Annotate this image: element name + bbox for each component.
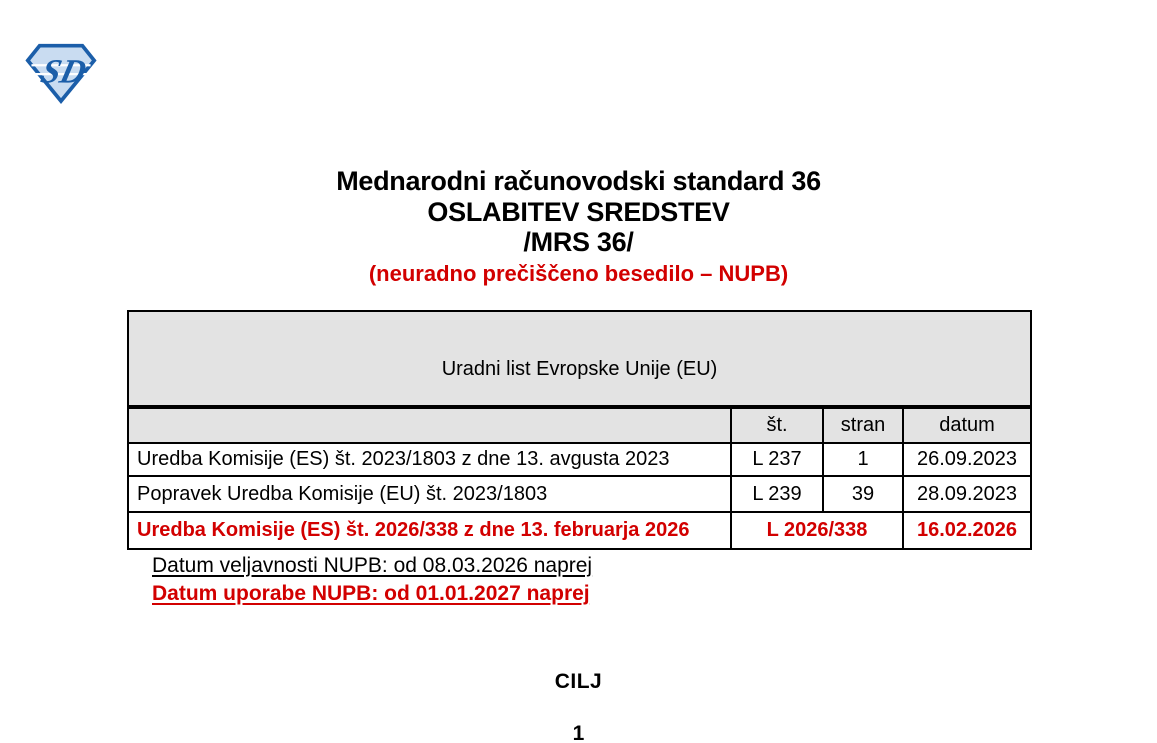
- row-st-cell: L 239: [731, 476, 823, 512]
- row-stran-cell: 1: [823, 443, 903, 476]
- title-block: [0, 166, 1157, 287]
- table-title-cell: Uradni list Evropske Unije (EU): [128, 311, 1031, 407]
- row-datum-cell: 28.09.2023: [903, 476, 1031, 512]
- column-header-stran: stran: [823, 407, 903, 443]
- subtitle-nupb: (neuradno prečiščeno besedilo – NUPB): [368, 260, 789, 286]
- official-journal-table: [127, 310, 1032, 550]
- row-st-cell: L 237: [731, 443, 823, 476]
- row-name-cell: Popravek Uredba Komisije (EU) št. 2023/1803: [128, 476, 731, 512]
- title-line-3: /MRS 36/: [523, 227, 634, 257]
- column-header-st: št.: [731, 407, 823, 443]
- table-column-header-row: [128, 407, 1031, 443]
- title-line-1: Mednarodni računovodski standard 36: [336, 166, 821, 196]
- validity-date-note: Datum veljavnosti NUPB: od 08.03.2026 naprej: [152, 554, 593, 577]
- date-notes: [152, 552, 592, 608]
- row-st-stran-merged-cell: L 2026/338: [731, 512, 903, 549]
- title-line-2: OSLABITEV SREDSTEV: [427, 196, 730, 227]
- row-datum-cell: 26.09.2023: [903, 443, 1031, 476]
- table-title-row: [128, 311, 1031, 407]
- logo-letters: SD: [37, 53, 91, 91]
- row-stran-cell: 39: [823, 476, 903, 512]
- row-name-cell: Uredba Komisije (ES) št. 2023/1803 z dne 13. avgusta 2023: [128, 443, 731, 476]
- sd-logo: [24, 42, 98, 104]
- row-name-cell: Uredba Komisije (ES) št. 2026/338 z dne 13. februarja 2026: [128, 512, 731, 549]
- table-row-highlighted: [128, 512, 1031, 549]
- usage-date-note: Datum uporabe NUPB: od 01.01.2027 naprej: [152, 582, 590, 605]
- table-row: [128, 443, 1031, 476]
- section-heading-cilj: CILJ: [554, 670, 603, 693]
- column-header-empty: [128, 407, 731, 443]
- page-number: 1: [572, 722, 585, 743]
- column-header-datum: datum: [903, 407, 1031, 443]
- row-datum-cell: 16.02.2026: [903, 512, 1031, 549]
- table-row: [128, 476, 1031, 512]
- sd-diamond-icon: [24, 42, 98, 104]
